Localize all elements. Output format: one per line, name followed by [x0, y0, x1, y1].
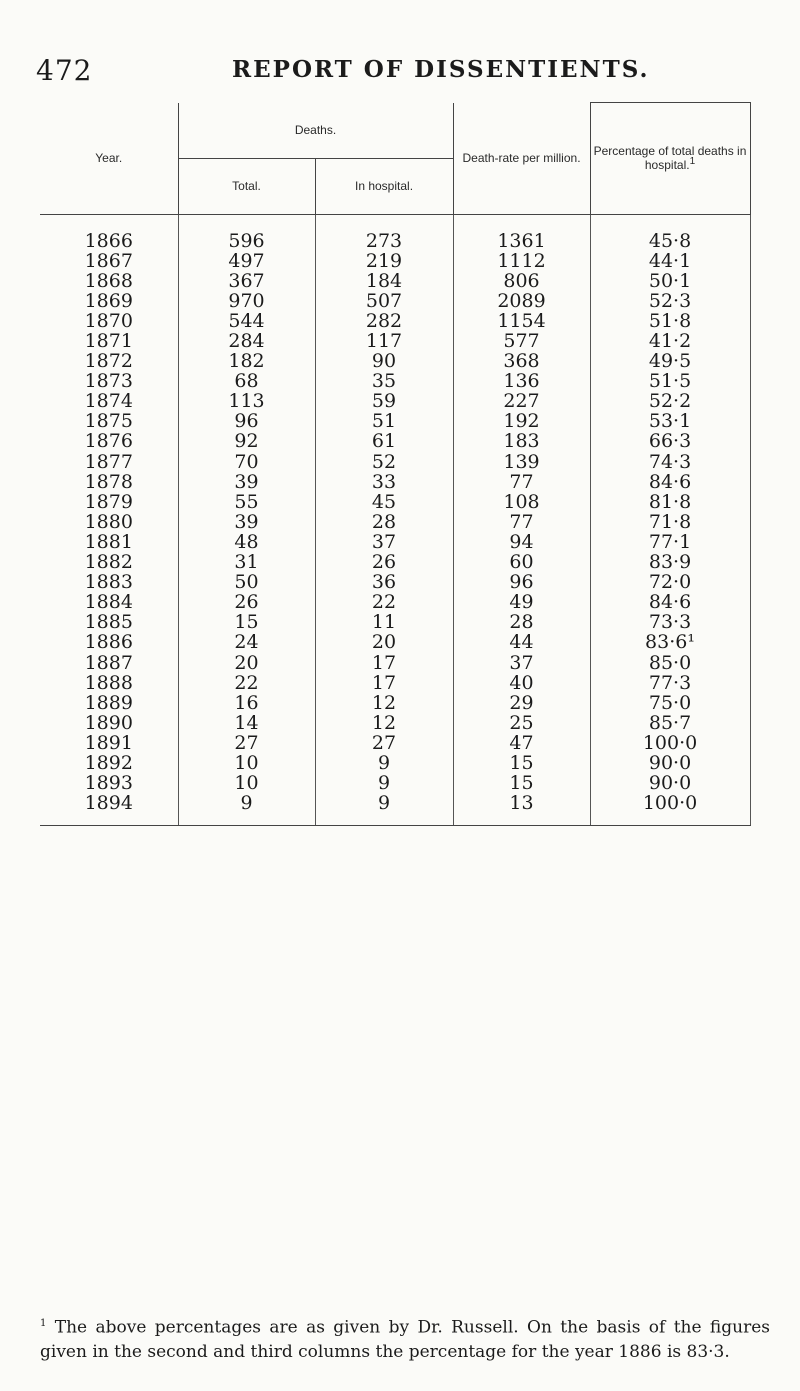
cell-year: 1884	[84, 591, 133, 614]
cell-year: 1890	[84, 711, 133, 734]
cell-year: 1869	[84, 289, 133, 312]
footnote-ref: 1	[689, 156, 696, 168]
table-row	[40, 632, 750, 652]
cell-total: 27	[178, 733, 315, 753]
cell-rate: 60	[453, 552, 590, 572]
cell-year: 1887	[84, 651, 133, 674]
cell-hospital: 61	[315, 431, 453, 451]
cell-rate: 139	[453, 452, 590, 472]
cell-hospital: 9	[315, 753, 453, 773]
cell-pct: 85·7	[590, 713, 750, 733]
year-header: Year.	[40, 103, 178, 215]
table-row	[40, 733, 750, 753]
cell-pct: 72·0	[590, 572, 750, 592]
cell-year: 1885	[84, 611, 133, 634]
cell-total: 10	[178, 753, 315, 773]
cell-pct: 51·5	[590, 371, 750, 391]
table-row	[40, 532, 750, 552]
cell-hospital: 9	[315, 773, 453, 793]
cell-pct: 66·3	[590, 431, 750, 451]
cell-total: 70	[178, 452, 315, 472]
cell-pct: 51·8	[590, 311, 750, 331]
cell-rate: 13	[453, 793, 590, 826]
page-number: 472	[36, 54, 93, 87]
cell-pct: 73·3	[590, 612, 750, 632]
cell-hospital: 27	[315, 733, 453, 753]
cell-rate: 96	[453, 572, 590, 592]
deaths-header: Deaths.	[178, 103, 453, 159]
cell-rate: 183	[453, 431, 590, 451]
cell-rate: 2089	[453, 291, 590, 311]
cell-rate: 15	[453, 753, 590, 773]
table-row	[40, 271, 750, 291]
cell-total: 15	[178, 612, 315, 632]
cell-rate: 77	[453, 472, 590, 492]
cell-total: 92	[178, 431, 315, 451]
cell-total: 544	[178, 311, 315, 331]
cell-hospital: 12	[315, 693, 453, 713]
cell-hospital: 219	[315, 251, 453, 271]
cell-pct: 100·0	[590, 793, 750, 826]
cell-total: 596	[178, 214, 315, 251]
table-row	[40, 311, 750, 331]
table-row	[40, 214, 750, 251]
cell-total: 55	[178, 492, 315, 512]
cell-total: 68	[178, 371, 315, 391]
cell-rate: 47	[453, 733, 590, 753]
cell-rate: 136	[453, 371, 590, 391]
table-row	[40, 251, 750, 271]
cell-rate: 227	[453, 391, 590, 411]
total-header: Total.	[178, 158, 315, 214]
cell-year: 1892	[84, 751, 133, 774]
cell-year: 1867	[84, 249, 133, 272]
cell-year: 1891	[84, 731, 133, 754]
table-row	[40, 552, 750, 572]
cell-year: 1877	[84, 450, 133, 473]
cell-year: 1873	[84, 370, 133, 393]
table-row	[40, 673, 750, 693]
cell-pct: 49·5	[590, 351, 750, 371]
cell-hospital: 9	[315, 793, 453, 826]
cell-hospital: 282	[315, 311, 453, 331]
cell-total: 284	[178, 331, 315, 351]
footnote-marker: 1	[40, 1318, 47, 1329]
cell-pct: 77·1	[590, 532, 750, 552]
cell-rate: 577	[453, 331, 590, 351]
cell-year: 1893	[84, 772, 133, 795]
cell-pct: 71·8	[590, 512, 750, 532]
cell-rate: 368	[453, 351, 590, 371]
cell-total: 26	[178, 592, 315, 612]
cell-year: 1866	[84, 229, 133, 252]
cell-hospital: 51	[315, 411, 453, 431]
cell-pct: 90·0	[590, 753, 750, 773]
percentage-header-text: Percentage of total deaths in hospital.	[593, 143, 747, 173]
table-row	[40, 793, 750, 826]
cell-pct: 52·3	[590, 291, 750, 311]
footnote-text: The above percentages are as given by Dr. Russell. On the basis of the figures given in the second and third columns the percentage for the year 1886 is 83·3.	[40, 1317, 770, 1362]
cell-total: 22	[178, 673, 315, 693]
cell-rate: 1361	[453, 214, 590, 251]
cell-hospital: 117	[315, 331, 453, 351]
cell-rate: 37	[453, 652, 590, 672]
table-row	[40, 411, 750, 431]
cell-hospital: 22	[315, 592, 453, 612]
cell-pct: 41·2	[590, 331, 750, 351]
cell-rate: 1112	[453, 251, 590, 271]
cell-pct: 85·0	[590, 652, 750, 672]
cell-total: 497	[178, 251, 315, 271]
table-row	[40, 431, 750, 451]
table-row	[40, 371, 750, 391]
cell-year: 1883	[84, 571, 133, 594]
cell-total: 9	[178, 793, 315, 826]
cell-year: 1871	[84, 330, 133, 353]
table-row	[40, 492, 750, 512]
cell-hospital: 11	[315, 612, 453, 632]
cell-rate: 49	[453, 592, 590, 612]
cell-hospital: 36	[315, 572, 453, 592]
table-row	[40, 693, 750, 713]
cell-rate: 192	[453, 411, 590, 431]
cell-rate: 25	[453, 713, 590, 733]
death-rate-header: Death-rate per million.	[453, 103, 590, 215]
cell-pct: 50·1	[590, 271, 750, 291]
table-row	[40, 391, 750, 411]
cell-pct: 44·1	[590, 251, 750, 271]
cell-year: 1880	[84, 510, 133, 533]
cell-pct: 84·6	[590, 592, 750, 612]
cell-total: 50	[178, 572, 315, 592]
cell-year: 1870	[84, 309, 133, 332]
cell-pct: 81·8	[590, 492, 750, 512]
cell-pct: 84·6	[590, 472, 750, 492]
cell-pct: 53·1	[590, 411, 750, 431]
cell-pct: 77·3	[590, 673, 750, 693]
cell-pct: 74·3	[590, 452, 750, 472]
cell-total: 96	[178, 411, 315, 431]
cell-hospital: 28	[315, 512, 453, 532]
table-body	[40, 214, 750, 826]
cell-rate: 40	[453, 673, 590, 693]
cell-hospital: 33	[315, 472, 453, 492]
table-row	[40, 331, 750, 351]
cell-pct: 52·2	[590, 391, 750, 411]
cell-total: 10	[178, 773, 315, 793]
in-hospital-header: In hospital.	[315, 158, 453, 214]
cell-rate: 15	[453, 773, 590, 793]
table-row	[40, 753, 750, 773]
cell-rate: 806	[453, 271, 590, 291]
table-row	[40, 351, 750, 371]
cell-pct: 90·0	[590, 773, 750, 793]
cell-total: 16	[178, 693, 315, 713]
cell-hospital: 45	[315, 492, 453, 512]
table-row	[40, 472, 750, 492]
table-row	[40, 291, 750, 311]
cell-total: 113	[178, 391, 315, 411]
cell-hospital: 35	[315, 371, 453, 391]
cell-hospital: 52	[315, 452, 453, 472]
cell-pct: 45·8	[590, 214, 750, 251]
cell-total: 31	[178, 552, 315, 572]
cell-pct: 100·0	[590, 733, 750, 753]
cell-year: 1879	[84, 490, 133, 513]
cell-total: 24	[178, 632, 315, 652]
cell-year: 1881	[84, 530, 133, 553]
running-title: REPORT OF DISSENTIENTS.	[232, 56, 650, 83]
cell-total: 182	[178, 351, 315, 371]
cell-total: 39	[178, 512, 315, 532]
table-row	[40, 592, 750, 612]
cell-total: 14	[178, 713, 315, 733]
cell-hospital: 184	[315, 271, 453, 291]
cell-pct: 75·0	[590, 693, 750, 713]
cell-year: 1888	[84, 671, 133, 694]
cell-hospital: 90	[315, 351, 453, 371]
cell-total: 367	[178, 271, 315, 291]
table-row	[40, 652, 750, 672]
cell-year: 1886	[84, 631, 133, 654]
cell-rate: 77	[453, 512, 590, 532]
cell-year: 1876	[84, 430, 133, 453]
cell-year: 1868	[84, 269, 133, 292]
table-row	[40, 452, 750, 472]
cell-hospital: 37	[315, 532, 453, 552]
cell-year: 1882	[84, 551, 133, 574]
cell-rate: 29	[453, 693, 590, 713]
cell-total: 39	[178, 472, 315, 492]
percentage-header	[590, 103, 750, 215]
cell-rate: 1154	[453, 311, 590, 331]
cell-year: 1878	[84, 470, 133, 493]
table-row	[40, 773, 750, 793]
table-row	[40, 572, 750, 592]
cell-pct: 83·6¹	[590, 632, 750, 652]
cell-hospital: 507	[315, 291, 453, 311]
cell-hospital: 59	[315, 391, 453, 411]
table-row	[40, 612, 750, 632]
cell-total: 970	[178, 291, 315, 311]
footnote	[40, 1312, 770, 1364]
cell-hospital: 20	[315, 632, 453, 652]
table-row	[40, 713, 750, 733]
cell-total: 48	[178, 532, 315, 552]
cell-hospital: 12	[315, 713, 453, 733]
cell-rate: 94	[453, 532, 590, 552]
cell-hospital: 17	[315, 652, 453, 672]
mortality-table	[40, 102, 751, 826]
cell-hospital: 273	[315, 214, 453, 251]
cell-year: 1874	[84, 390, 133, 413]
page-header	[36, 42, 756, 87]
cell-hospital: 26	[315, 552, 453, 572]
cell-rate: 44	[453, 632, 590, 652]
table-row	[40, 512, 750, 532]
cell-year: 1875	[84, 410, 133, 433]
cell-total: 20	[178, 652, 315, 672]
cell-pct: 83·9	[590, 552, 750, 572]
cell-year: 1894	[40, 793, 178, 826]
cell-hospital: 17	[315, 673, 453, 693]
cell-rate: 28	[453, 612, 590, 632]
cell-rate: 108	[453, 492, 590, 512]
cell-year: 1889	[84, 691, 133, 714]
cell-year: 1872	[84, 350, 133, 373]
